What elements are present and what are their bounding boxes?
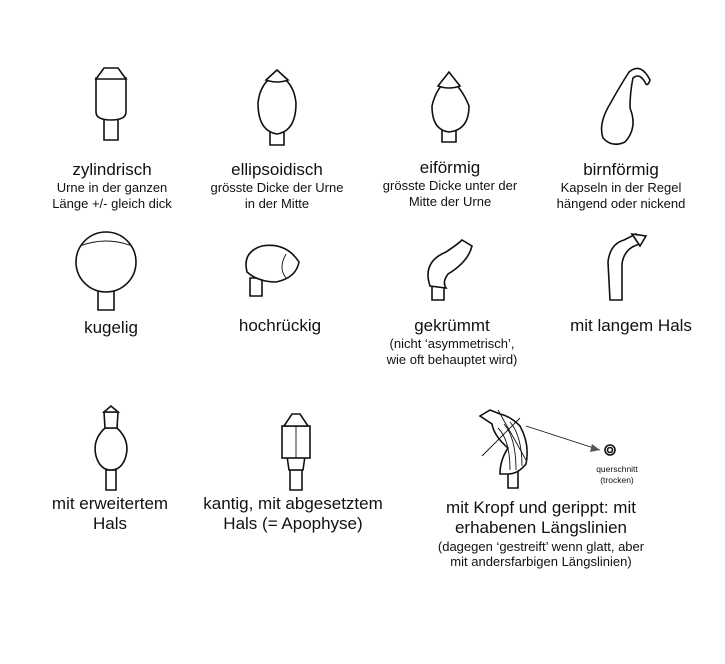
- shape-desc: in der Mitte: [244, 195, 310, 211]
- cross-section-sublabel: (trocken): [600, 475, 634, 486]
- capsule-expanded-neck: [95, 406, 127, 490]
- shape-desc: Mitte der Urne: [408, 193, 492, 209]
- shape-title: birnförmig: [583, 160, 659, 179]
- shape-title: eiförmig: [419, 158, 481, 177]
- label-ovate: [370, 158, 530, 210]
- shape-desc: Länge +/- gleich dick: [52, 195, 172, 211]
- label-pyriform: [546, 160, 696, 212]
- shape-desc: mit andersfarbigen Längslinien): [450, 554, 632, 570]
- label-strumose-ribbed: [408, 498, 674, 570]
- shape-title: mit langem Hals: [570, 316, 692, 335]
- shape-desc: grösste Dicke unter der: [382, 178, 518, 194]
- shape-title: kugelig: [84, 318, 138, 337]
- cross-section-note: [584, 464, 650, 486]
- shape-desc: (dagegen ‘gestreift’ wenn glatt, aber: [437, 538, 645, 554]
- shape-title: mit erweitertem: [51, 494, 169, 513]
- capsule-curved: [428, 240, 472, 300]
- shape-title: zylindrisch: [72, 160, 152, 179]
- shape-desc: (nicht ‘asymmetrisch’,: [389, 336, 515, 352]
- shape-desc: hängend oder nickend: [556, 195, 686, 211]
- label-gibbous: [220, 316, 340, 336]
- capsule-long-neck: [608, 234, 646, 300]
- label-cylindrical: [36, 160, 188, 212]
- shape-title: erhabenen Längslinien: [454, 518, 628, 538]
- capsule-globose: [76, 232, 136, 310]
- shape-title: hochrückig: [238, 316, 322, 335]
- cross-section-label: querschnitt: [596, 464, 638, 474]
- label-expanded-neck: [30, 494, 190, 535]
- capsule-ellipsoid: [258, 70, 296, 145]
- shape-title: gekrümmt: [414, 316, 490, 335]
- capsule-gibbous: [246, 245, 299, 296]
- shape-desc: grösste Dicke der Urne: [210, 180, 344, 196]
- label-ellipsoid: [198, 160, 356, 212]
- label-angular-apophysis: [190, 494, 396, 535]
- shape-title: kantig, mit abgesetztem: [203, 494, 383, 513]
- shape-title: Hals (= Apophyse): [223, 514, 363, 534]
- label-curved: [372, 316, 532, 368]
- shape-title: Hals: [92, 514, 127, 534]
- shape-title: mit Kropf und gerippt: mit: [446, 498, 636, 517]
- label-globose: [56, 318, 166, 338]
- capsule-pyriform: [602, 68, 650, 144]
- label-long-neck: [556, 316, 706, 336]
- shape-desc: Kapseln in der Regel: [560, 180, 682, 196]
- shape-title: ellipsoidisch: [231, 160, 323, 179]
- capsule-angular-apophysis: [282, 414, 310, 490]
- capsule-ovate: [432, 72, 469, 142]
- shape-desc: wie oft behauptet wird): [386, 351, 518, 367]
- shape-desc: Urne in der ganzen: [56, 180, 168, 196]
- capsule-cylindrical: [96, 68, 126, 140]
